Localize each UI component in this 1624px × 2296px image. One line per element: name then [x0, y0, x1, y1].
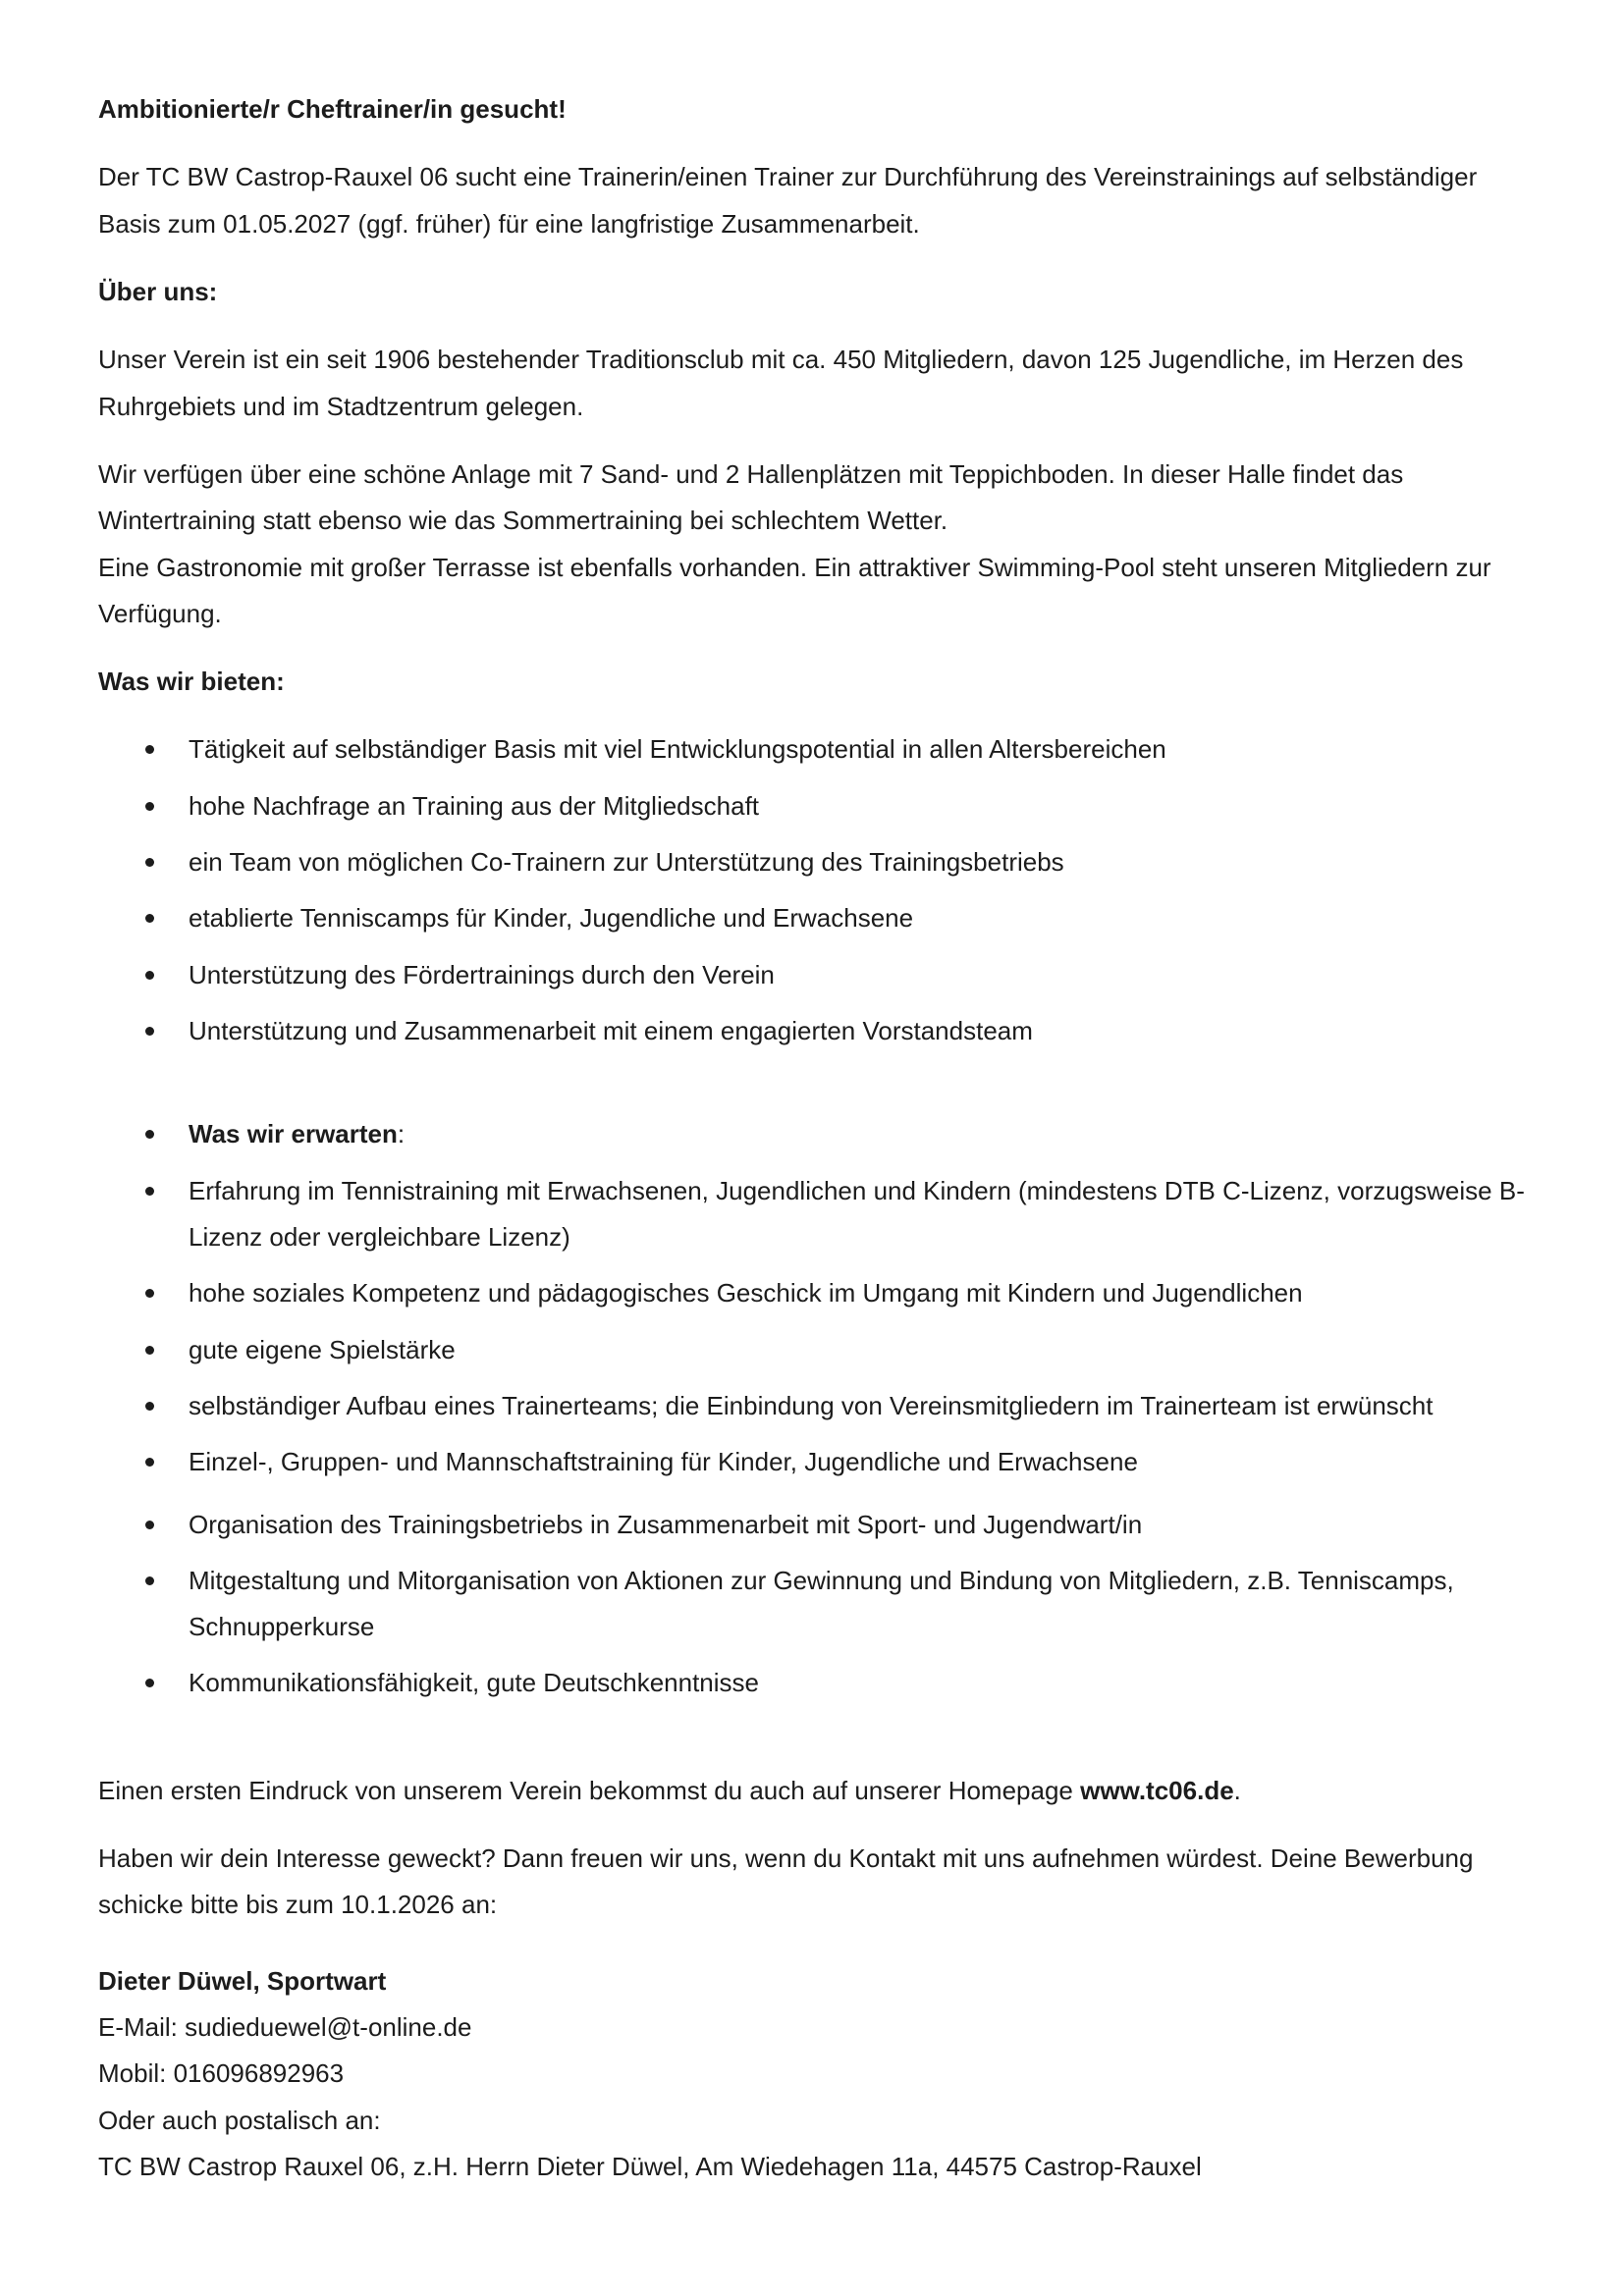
homepage-period: .: [1233, 1775, 1241, 1805]
list-item: Tätigkeit auf selbständiger Basis mit viel Entwicklungspotential in allen Altersbereichen: [189, 726, 1528, 773]
list-item: etablierte Tenniscamps für Kinder, Jugendliche und Erwachsene: [189, 895, 1528, 941]
interest-paragraph: Haben wir dein Interesse geweckt? Dann freuen wir uns, wenn du Kontakt mit uns aufnehmen würdest. Deine Bewerbung schicke bitte bis zum 10.1.2026 an:: [98, 1843, 1474, 1920]
list-item: hohe soziales Kompetenz und pädagogisches Geschick im Umgang mit Kindern und Jugendlichen: [189, 1270, 1528, 1316]
list-item: ein Team von möglichen Co-Trainern zur Unterstützung des Trainingsbetriebs: [189, 839, 1528, 885]
about-heading: Über uns:: [98, 276, 218, 306]
document-body: [98, 86, 1528, 2190]
expect-heading-item: [189, 1111, 1528, 1157]
list-item: hohe Nachfrage an Training aus der Mitgliedschaft: [189, 783, 1528, 829]
offer-heading: Was wir bieten:: [98, 667, 285, 697]
homepage-text: Einen ersten Eindruck von unserem Verein bekommst du auch auf unserer Homepage: [98, 1775, 1081, 1805]
contact-postal-intro: Oder auch postalisch an:: [98, 2105, 381, 2135]
homepage-url: www.tc06.de: [1080, 1775, 1234, 1805]
expect-heading-list: [98, 1111, 1528, 1157]
list-item: Erfahrung im Tennistraining mit Erwachsenen, Jugendlichen und Kindern (mindestens DTB C-Lizenz, vorzugsweise B-Lizenz oder vergleichbare Lizenz): [189, 1168, 1528, 1261]
contact-block: [98, 1958, 1528, 2191]
expect-list: [98, 1168, 1528, 1707]
intro-paragraph: Der TC BW Castrop-Rauxel 06 sucht eine Trainerin/einen Trainer zur Durchführung des Vereinstrainings auf selbständiger Basis zum 01.05.2027 (ggf. früher) für eine langfristige Zusammenarbeit.: [98, 162, 1478, 239]
list-item: Kommunikationsfähigkeit, gute Deutschkenntnisse: [189, 1660, 1528, 1706]
document-title: Ambitionierte/r Cheftrainer/in gesucht!: [98, 94, 567, 124]
list-item: Einzel-, Gruppen- und Mannschaftstraining für Kinder, Jugendliche und Erwachsene: [189, 1439, 1528, 1485]
list-item: gute eigene Spielstärke: [189, 1327, 1528, 1373]
contact-postal-address: TC BW Castrop Rauxel 06, z.H. Herrn Dieter Düwel, Am Wiedehagen 11a, 44575 Castrop-Rauxel: [98, 2151, 1202, 2181]
contact-mobile-line: Mobil: 016096892963: [98, 2058, 345, 2089]
list-item: Organisation des Trainingsbetriebs in Zusammenarbeit mit Sport- und Jugendwart/in: [189, 1502, 1528, 1548]
about-paragraph-2: Wir verfügen über eine schöne Anlage mit 7 Sand- und 2 Hallenplätzen mit Teppichboden. In dieser Halle findet das Wintertraining statt ebenso wie das Sommertraining bei schlechtem Wetter.: [98, 458, 1404, 536]
about-paragraph-3: Eine Gastronomie mit großer Terrasse ist ebenfalls vorhanden. Ein attraktiver Swimming-Pool steht unseren Mitgliedern zur Verfügung.: [98, 552, 1491, 628]
list-item: Unterstützung des Fördertrainings durch den Verein: [189, 952, 1528, 998]
contact-email-line: E-Mail: sudieduewel@t-online.de: [98, 2012, 472, 2042]
homepage-paragraph: [98, 1768, 1528, 1814]
list-item: selbständiger Aufbau eines Trainerteams; die Einbindung von Vereinsmitgliedern im Trainerteam ist erwünscht: [189, 1383, 1528, 1429]
list-item: Unterstützung und Zusammenarbeit mit einem engagierten Vorstandsteam: [189, 1008, 1528, 1054]
about-paragraph-1: Unser Verein ist ein seit 1906 bestehender Traditionsclub mit ca. 450 Mitgliedern, davon 125 Jugendliche, im Herzen des Ruhrgebiets und im Stadtzentrum gelegen.: [98, 345, 1464, 421]
offer-list: [98, 726, 1528, 1054]
expect-heading: Was wir erwarten: [189, 1119, 398, 1149]
contact-name: Dieter Düwel, Sportwart: [98, 1965, 387, 1996]
list-item: Mitgestaltung und Mitorganisation von Aktionen zur Gewinnung und Bindung von Mitgliedern, z.B. Tenniscamps, Schnupperkurse: [189, 1558, 1528, 1651]
expect-heading-colon: :: [397, 1119, 406, 1149]
